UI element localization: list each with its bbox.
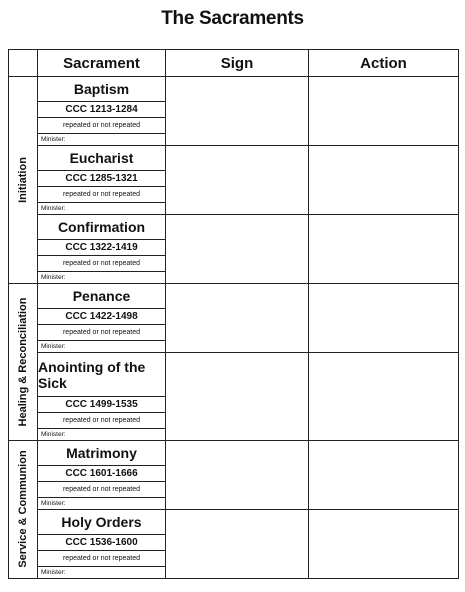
sacrament-cell-baptism	[38, 77, 166, 146]
sacrament-name: Eucharist	[69, 150, 134, 167]
header-sacrament: Sacrament	[38, 50, 166, 77]
action-cell-holy-orders[interactable]	[309, 509, 459, 578]
minister-field[interactable]: Minister:	[38, 566, 165, 578]
sign-cell-baptism[interactable]	[166, 77, 309, 146]
ccc-reference: CCC 1422-1498	[38, 308, 165, 324]
sacrament-name: Holy Orders	[61, 513, 142, 530]
sign-cell-eucharist[interactable]	[166, 146, 309, 215]
sacrament-row-confirmation	[9, 215, 459, 284]
sign-cell-confirmation[interactable]	[166, 215, 309, 284]
page-title: The Sacraments	[161, 8, 304, 29]
repeated-field[interactable]: repeated or not repeated	[38, 412, 165, 428]
ccc-reference: CCC 1601-1666	[38, 465, 165, 481]
minister-field[interactable]: Minister:	[38, 271, 165, 283]
ccc-reference: CCC 1213-1284	[38, 101, 165, 117]
repeated-field[interactable]: repeated or not repeated	[38, 255, 165, 271]
ccc-reference: CCC 1536-1600	[38, 534, 165, 550]
action-cell-baptism[interactable]	[309, 77, 459, 146]
sign-cell-matrimony[interactable]	[166, 440, 309, 509]
sacrament-name: Baptism	[73, 81, 130, 98]
repeated-field[interactable]: repeated or not repeated	[38, 186, 165, 202]
minister-field[interactable]: Minister:	[38, 133, 165, 145]
sacrament-cell-anointing	[38, 353, 166, 440]
sacrament-name: Anointing of the Sick	[38, 358, 146, 391]
action-cell-anointing[interactable]	[309, 353, 459, 440]
sacraments-table	[8, 49, 459, 579]
sacrament-cell-holy-orders	[38, 509, 166, 578]
sacrament-cell-confirmation	[38, 215, 166, 284]
sacrament-cell-matrimony	[38, 440, 166, 509]
ccc-reference: CCC 1285-1321	[38, 170, 165, 186]
repeated-field[interactable]: repeated or not repeated	[38, 550, 165, 566]
action-cell-matrimony[interactable]	[309, 440, 459, 509]
minister-field[interactable]: Minister:	[38, 428, 165, 440]
sacrament-name: Matrimony	[66, 444, 137, 461]
minister-field[interactable]: Minister:	[38, 497, 165, 509]
minister-field[interactable]: Minister:	[38, 202, 165, 214]
sacrament-row-penance	[9, 284, 459, 353]
action-cell-confirmation[interactable]	[309, 215, 459, 284]
category-label: Service & Communion	[17, 450, 29, 569]
action-cell-penance[interactable]	[309, 284, 459, 353]
header-action: Action	[309, 50, 459, 77]
category-healing	[9, 284, 38, 440]
sacrament-name: Penance	[72, 288, 131, 305]
sign-cell-penance[interactable]	[166, 284, 309, 353]
sacrament-row-eucharist	[9, 146, 459, 215]
sacrament-name: Confirmation	[57, 219, 146, 236]
ccc-reference: CCC 1499-1535	[38, 396, 165, 412]
sacrament-row-holy-orders	[9, 509, 459, 578]
sacrament-row-anointing	[9, 353, 459, 440]
sacrament-cell-eucharist	[38, 146, 166, 215]
minister-field[interactable]: Minister:	[38, 340, 165, 352]
sacrament-row-matrimony	[9, 440, 459, 509]
category-initiation	[9, 77, 38, 284]
header-sign: Sign	[166, 50, 309, 77]
ccc-reference: CCC 1322-1419	[38, 239, 165, 255]
repeated-field[interactable]: repeated or not repeated	[38, 324, 165, 340]
sign-cell-anointing[interactable]	[166, 353, 309, 440]
action-cell-eucharist[interactable]	[309, 146, 459, 215]
category-label: Initiation	[17, 157, 29, 204]
repeated-field[interactable]: repeated or not repeated	[38, 117, 165, 133]
sacrament-cell-penance	[38, 284, 166, 353]
category-service	[9, 440, 38, 578]
category-label: Healing & Reconciliation	[17, 297, 29, 427]
sacrament-row-baptism	[9, 77, 459, 146]
header-row	[9, 50, 459, 77]
sign-cell-holy-orders[interactable]	[166, 509, 309, 578]
repeated-field[interactable]: repeated or not repeated	[38, 481, 165, 497]
corner-cell	[9, 50, 38, 77]
